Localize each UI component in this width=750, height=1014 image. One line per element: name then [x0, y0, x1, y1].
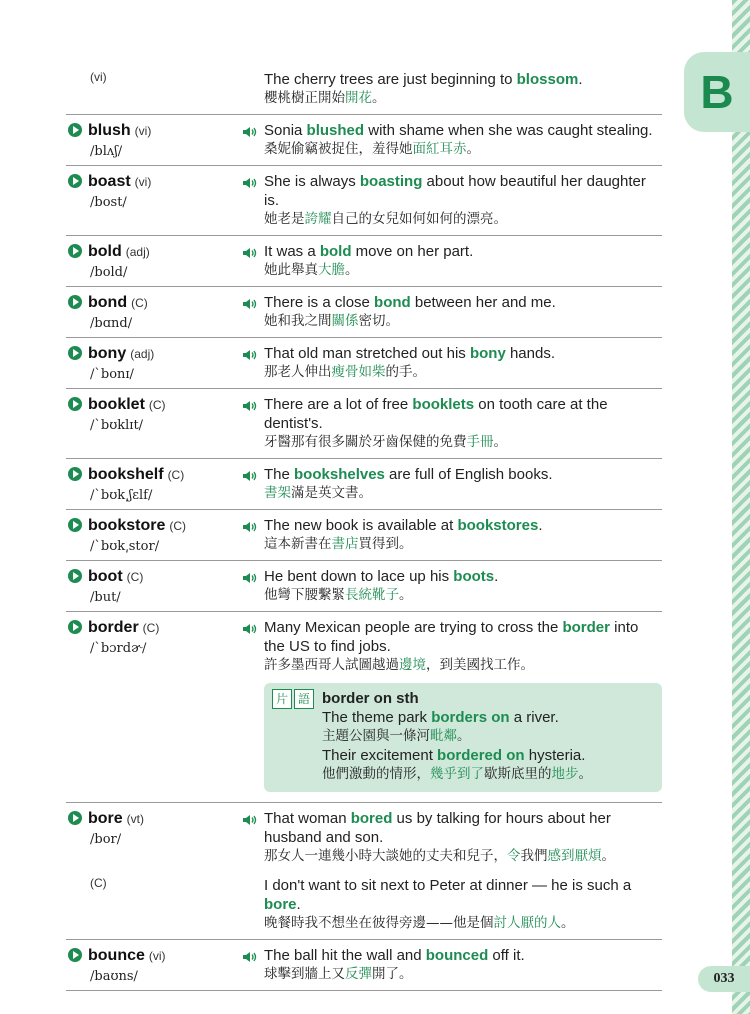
- entry-examples: [242, 946, 662, 984]
- play-bullet-icon[interactable]: [68, 569, 82, 583]
- entry-headword: [66, 809, 242, 866]
- side-stripe-decoration: [732, 0, 750, 1014]
- entry-examples: [242, 876, 662, 933]
- speaker-icon[interactable]: [242, 399, 258, 413]
- entry-row: [66, 338, 662, 389]
- speaker-icon[interactable]: [242, 246, 258, 260]
- phrase-example-en: Their excitement bordered on hysteria.: [322, 747, 586, 764]
- play-bullet-icon[interactable]: [68, 811, 82, 825]
- phrase-example-en: The theme park borders on a river.: [322, 709, 559, 726]
- highlight: 書店: [331, 536, 359, 552]
- section-letter: B: [700, 66, 734, 118]
- headword-line: [68, 618, 242, 637]
- headword-line: [68, 242, 242, 261]
- entry-row: [66, 166, 662, 236]
- example-en: He bent down to lace up his boots.: [264, 568, 499, 585]
- entry-headword: [66, 876, 242, 933]
- example-en: I don't want to sit next to Peter at dinner — he is such a bore.: [264, 877, 632, 913]
- entry-headword: [66, 567, 242, 605]
- headword: bony: [88, 345, 127, 362]
- play-bullet-icon[interactable]: [68, 518, 82, 532]
- entry-headword: [66, 395, 242, 452]
- highlight: border: [562, 619, 610, 636]
- headword: boast: [88, 173, 131, 190]
- entry-row: [66, 389, 662, 459]
- example-zh: 桑妮偷竊被捉住，羞得她面紅耳赤。: [264, 141, 480, 157]
- part-of-speech: (C): [167, 468, 185, 482]
- part-of-speech: (vi): [90, 70, 107, 84]
- highlight: 感到厭煩: [547, 848, 602, 864]
- headword: bond: [88, 294, 128, 311]
- play-bullet-icon[interactable]: [68, 295, 82, 309]
- phonetic: /bost/: [90, 195, 127, 210]
- headword: bookstore: [88, 517, 166, 534]
- entry-row: [66, 803, 662, 872]
- headword: blush: [88, 122, 131, 139]
- example-zh: 她和我之間關係密切。: [264, 313, 399, 329]
- highlight: booklets: [412, 396, 475, 413]
- entry-headword: [66, 516, 242, 554]
- play-bullet-icon[interactable]: [68, 174, 82, 188]
- phonetic: /blʌʃ/: [90, 144, 123, 159]
- example-en: The new book is available at bookstores.: [264, 517, 543, 534]
- speaker-icon[interactable]: [242, 348, 258, 362]
- headword-line: [68, 121, 242, 140]
- play-bullet-icon[interactable]: [68, 397, 82, 411]
- highlight: borders on: [431, 709, 510, 726]
- play-bullet-icon[interactable]: [68, 620, 82, 634]
- entry-headword: [66, 121, 242, 159]
- page-number: 033: [698, 966, 750, 992]
- part-of-speech: (vt): [126, 812, 144, 826]
- entry-row: [66, 287, 662, 338]
- entry-examples: [242, 809, 662, 866]
- play-bullet-icon[interactable]: [68, 346, 82, 360]
- headword-line: [68, 465, 242, 484]
- example-zh: 書架滿是英文書。: [264, 485, 372, 501]
- example-en: Sonia blushed with shame when she was caught stealing.: [264, 122, 653, 139]
- phrase-tag: [272, 689, 314, 784]
- highlight: 面紅耳赤: [412, 141, 467, 157]
- play-bullet-icon[interactable]: [68, 244, 82, 258]
- example-zh: 球擊到牆上又反彈開了。: [264, 966, 413, 982]
- phrase-box: [264, 683, 662, 792]
- play-bullet-icon[interactable]: [68, 467, 82, 481]
- highlight: 大膽: [318, 262, 345, 278]
- phonetic: /bɑnd/: [90, 316, 133, 331]
- entry-examples: [242, 242, 662, 280]
- phrase-tag-char: 片: [272, 689, 292, 709]
- example-zh: 她此舉真大膽。: [264, 262, 359, 278]
- phrase-example-zh: 他們激動的情形，幾乎到了歇斯底里的地步。: [322, 766, 592, 782]
- highlight: 令: [507, 848, 521, 864]
- part-of-speech: (C): [169, 519, 187, 533]
- example-zh: 她老是誇耀自己的女兒如何如何的漂亮。: [264, 211, 507, 227]
- phonetic: /`bʊk͵ʃɛlf/: [90, 488, 153, 503]
- play-bullet-icon[interactable]: [68, 123, 82, 137]
- highlight: bored: [350, 810, 393, 827]
- phonetic: /bold/: [90, 265, 128, 280]
- example-zh: 晚餐時我不想坐在彼得旁邊——他是個討人厭的人。: [264, 915, 575, 931]
- entry-row: [66, 62, 662, 115]
- phonetic: /bor/: [90, 832, 122, 847]
- headword: boot: [88, 568, 123, 585]
- headword-line: [68, 567, 242, 586]
- highlight: 開花: [345, 90, 372, 106]
- example-en: The bookshelves are full of English books.: [264, 466, 553, 483]
- play-bullet-icon[interactable]: [68, 948, 82, 962]
- headword: bounce: [88, 947, 145, 964]
- highlight: 邊境: [399, 657, 426, 673]
- highlight: bore: [264, 896, 297, 913]
- entry-examples: [242, 465, 662, 503]
- entry-row: [66, 940, 662, 991]
- highlight: bond: [374, 294, 411, 311]
- entry-examples: [242, 172, 662, 229]
- part-of-speech: (C): [90, 876, 107, 890]
- highlight: bookstores: [457, 517, 539, 534]
- highlight: 誇耀: [304, 211, 332, 227]
- example-zh: 他彎下腰繫緊長統靴子。: [264, 587, 413, 603]
- entry-examples: [242, 70, 662, 108]
- speaker-icon[interactable]: [242, 520, 258, 534]
- entry-headword: [66, 344, 242, 382]
- headword-line: [68, 395, 242, 414]
- phrase-tag-char: 語: [294, 689, 314, 709]
- headword: bold: [88, 243, 122, 260]
- headword-line: [68, 946, 242, 965]
- entry-subsense-row: [66, 872, 662, 939]
- speaker-icon[interactable]: [242, 176, 258, 190]
- part-of-speech: (vi): [148, 949, 166, 963]
- headword-line: [68, 293, 242, 312]
- example-en: The ball hit the wall and bounced off it.: [264, 947, 525, 964]
- part-of-speech: (C): [148, 398, 166, 412]
- entry-row: [66, 561, 662, 612]
- section-letter-tab: [684, 52, 750, 132]
- part-of-speech: (C): [142, 621, 160, 635]
- entry-headword: [66, 242, 242, 280]
- part-of-speech: (vi): [134, 124, 152, 138]
- speaker-icon[interactable]: [242, 571, 258, 585]
- phrase-body: [322, 689, 592, 784]
- phonetic: /`bʊklɪt/: [90, 418, 144, 433]
- speaker-icon[interactable]: [242, 950, 258, 964]
- speaker-icon[interactable]: [242, 469, 258, 483]
- phonetic: /baʊns/: [90, 969, 138, 984]
- entry-row: [66, 459, 662, 510]
- highlight: bony: [469, 345, 506, 362]
- example-zh: 這本新書在書店買得到。: [264, 536, 413, 552]
- example-zh: 那女人一連幾小時大談她的丈夫和兒子，令我們感到厭煩。: [264, 848, 615, 864]
- phonetic: /but/: [90, 590, 121, 605]
- headword-line: [68, 172, 242, 191]
- entry-headword: [66, 70, 242, 108]
- highlight: blushed: [306, 122, 365, 139]
- highlight: 手冊: [466, 434, 494, 450]
- highlight: 關係: [331, 313, 359, 329]
- headword: bore: [88, 810, 123, 827]
- part-of-speech: (adj): [125, 245, 150, 259]
- highlight: bordered on: [437, 747, 525, 764]
- example-en: That old man stretched out his bony hands.: [264, 345, 556, 362]
- entry-row: [66, 115, 662, 166]
- speaker-icon[interactable]: [242, 622, 258, 636]
- headword: border: [88, 619, 139, 636]
- phrase-headword: border on sth: [322, 690, 419, 707]
- highlight: 反彈: [345, 966, 372, 982]
- headword: booklet: [88, 396, 145, 413]
- headword-line: [68, 809, 242, 828]
- entry-examples: [242, 567, 662, 605]
- example-en: Many Mexican people are trying to cross the border into the US to find jobs.: [264, 619, 639, 655]
- entry-row: [66, 510, 662, 561]
- headword: bookshelf: [88, 466, 164, 483]
- entry-headword: [66, 618, 242, 796]
- part-of-speech: (adj): [130, 347, 155, 361]
- entry-row-group: [66, 803, 662, 940]
- entry-examples: [242, 516, 662, 554]
- highlight: blossom: [516, 71, 579, 88]
- speaker-icon[interactable]: [242, 813, 258, 827]
- part-of-speech: (C): [126, 570, 144, 584]
- highlight: 討人厭的人: [493, 915, 561, 931]
- highlight: bold: [319, 243, 352, 260]
- example-zh: 許多墨西哥人試圖越過邊境，到美國找工作。: [264, 657, 534, 673]
- entry-headword: [66, 172, 242, 229]
- highlight: boots: [453, 568, 495, 585]
- highlight: 長統靴子: [345, 587, 399, 603]
- highlight: bounced: [425, 947, 489, 964]
- example-en: She is always boasting about how beautiful her daughter is.: [264, 173, 646, 209]
- example-en: There is a close bond between her and me.: [264, 294, 556, 311]
- highlight: 書架: [264, 485, 291, 501]
- part-of-speech: (vi): [134, 175, 152, 189]
- headword-line: [68, 344, 242, 363]
- highlight: bookshelves: [294, 466, 385, 483]
- highlight: 毗鄰: [430, 728, 457, 744]
- headword-line: [68, 516, 242, 535]
- entry-headword: [66, 946, 242, 984]
- highlight: 地步: [551, 766, 579, 782]
- entry-headword: [66, 465, 242, 503]
- part-of-speech: (C): [131, 296, 148, 310]
- highlight: 幾乎到了: [430, 766, 484, 782]
- entry-row: [66, 612, 662, 803]
- highlight: boasting: [359, 173, 423, 190]
- highlight: 瘦骨如柴: [331, 364, 386, 380]
- example-en: That woman bored us by talking for hours about her husband and son.: [264, 810, 611, 846]
- example-zh: 櫻桃樹正開始開花。: [264, 90, 386, 106]
- example-en: The cherry trees are just beginning to blossom.: [264, 71, 583, 88]
- phrase-example-zh: 主題公園與一條河毗鄰。: [322, 728, 471, 744]
- entry-examples: [242, 344, 662, 382]
- phonetic: /`bɔrdɚ/: [90, 641, 147, 656]
- phonetic: /`bʊk͵stor/: [90, 539, 160, 554]
- entry-headword: [66, 293, 242, 331]
- example-en: There are a lot of free booklets on tooth care at the dentist's.: [264, 396, 608, 432]
- entry-examples: [242, 121, 662, 159]
- example-zh: 那老人伸出瘦骨如柴的手。: [264, 364, 426, 380]
- entry-examples: [242, 293, 662, 331]
- speaker-icon[interactable]: [242, 125, 258, 139]
- entry-examples: [242, 395, 662, 452]
- phonetic: /`bonɪ/: [90, 367, 134, 382]
- speaker-icon[interactable]: [242, 297, 258, 311]
- example-zh: 牙醫那有很多關於牙齒保健的免費手冊。: [264, 434, 507, 450]
- example-en: It was a bold move on her part.: [264, 243, 474, 260]
- vocabulary-list: [66, 62, 662, 991]
- entry-row: [66, 236, 662, 287]
- entry-examples: [242, 618, 662, 796]
